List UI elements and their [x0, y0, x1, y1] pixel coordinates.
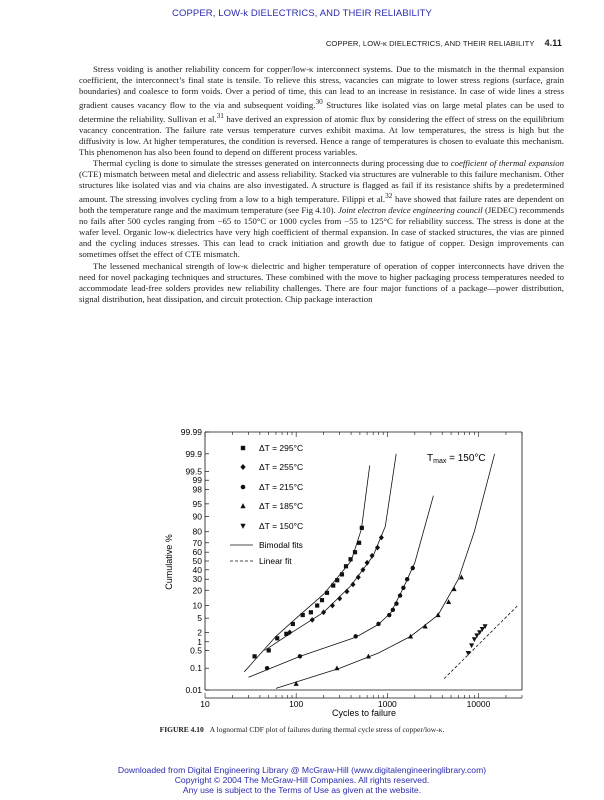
data-point-circle — [387, 613, 391, 617]
paragraph-text: Stress voiding is another reliability concern for copper/low-κ interconnect systems. Due to the mismatch in the thermal expansion coefficient, the interconnect’s final state is tensile. To relieve this stress, vacancies can migrate to lower stress regions (surface, grain boundaries) and coalesce to form voids. Over a period of time, this can lead to an increase in resistance. In case of wide lines a stress gradient causes vacancy flow to the via and subsequent voiding. — [79, 64, 564, 111]
paragraph-text: Structures like isolated vias on large metal plates can be used to determine the reliability. Sullivan et al. — [79, 100, 564, 124]
x-tick-label: 10 — [200, 699, 210, 709]
y-tick-label: 30 — [192, 574, 202, 585]
data-point-square — [357, 541, 361, 545]
data-point-square — [301, 613, 305, 617]
y-axis-title: Cumulative % — [164, 534, 174, 590]
data-point-diamond — [330, 603, 335, 609]
y-tick-label: 99 — [192, 475, 202, 486]
data-point-circle — [405, 577, 409, 581]
y-tick-label: 90 — [192, 511, 202, 522]
data-point-circle — [411, 566, 415, 570]
reference-30: 30 — [315, 98, 323, 107]
data-point-square — [320, 598, 324, 602]
footer-download-line[interactable]: Downloaded from Digital Engineering Library @ McGraw-Hill (www.digitalengineeringlibrary.com) — [117, 765, 487, 775]
legend-label: ΔT = 295°C — [259, 443, 304, 453]
paragraph-text: The lessened mechanical strength of low-κ dielectric and higher temperature of operation of copper interconnects have driven the need for novel packaging techniques and structures. These combined with the move to higher packaging process temperatures needed to accommodate lead-free solders provides new reliability challenges. There are four major functions of a package—power distribution, signal distribution, heat dissipation, and circuit protection. Chip package interaction — [79, 260, 564, 304]
footer-copyright-line: Copyright © 2004 The McGraw-Hill Companies. All rights reserved. — [174, 775, 430, 785]
data-point-circle — [376, 622, 380, 626]
data-point-triangle-up — [452, 586, 457, 591]
data-point-circle — [394, 601, 398, 605]
data-point-circle — [265, 666, 269, 670]
data-point-diamond — [337, 596, 342, 602]
data-point-diamond — [344, 589, 349, 595]
data-point-square — [344, 564, 348, 568]
legend-marker-triangle-up — [240, 503, 245, 508]
paragraph-text: have derived an expression of atomic flux by considering the effect of stress on the equilibrium vacancy concentration. The failure rate versus temperature curves exhibit maxima. At low temperatures, the stress is high but the diffusivity is low. At higher temperatures, the condition is reversed. Hence a range of temperatures is chosen to evaluate this mechanism. This phenomenon has also been found to depend on different process variables. — [79, 114, 564, 158]
data-point-square — [275, 636, 279, 640]
y-tick-label: 95 — [192, 498, 202, 509]
bimodal-fit-line — [244, 466, 369, 672]
legend-marker-triangle-down — [240, 524, 245, 529]
data-point-square — [315, 603, 319, 607]
data-point-triangle-up — [436, 612, 441, 617]
figure-label: FIGURE 4.10 — [159, 725, 204, 734]
tmax-annotation: $T_{max} = 150^\circ C$ — [427, 453, 486, 465]
legend-label: ΔT = 185°C — [259, 501, 304, 511]
download-banner-title: COPPER, LOW-k DIELECTRICS, AND THEIR RELIABILITY — [172, 8, 432, 19]
data-point-square — [309, 610, 313, 614]
data-point-square — [340, 572, 344, 576]
paragraph-text: (JEDEC) recommends no fails after 500 cycles ranging from −65 to 150°C or 1000 cycles from −55 to 125°C for reliability success. The stress is done at the wafer level. Organic low-κ dielectrics have very high coefficient of thermal expansion. In case of stacked structures, the vias are pinned and the cycling induces stresses. This can lead to crack initiation and growth due to fatigue of copper. Design improvements can sometimes offset the effect of CTE mismatch. — [79, 205, 564, 260]
x-tick-label: 1000 — [377, 699, 397, 709]
legend-marker-circle — [241, 485, 246, 490]
y-tick-label: 1 — [197, 636, 202, 647]
data-point-square — [291, 622, 295, 626]
y-tick-label: 40 — [192, 564, 202, 575]
y-tick-label: 99.9 — [185, 448, 202, 459]
running-head-title: COPPER, LOW-κ DIELECTRICS, AND THEIR RELIABILITY — [325, 39, 535, 48]
reference-31: 31 — [216, 112, 224, 121]
legend-label: Linear fit — [259, 556, 292, 566]
y-tick-label: 80 — [192, 526, 202, 537]
y-tick-label: 5 — [197, 613, 202, 624]
figure-caption — [0, 725, 604, 734]
data-point-circle — [401, 586, 405, 590]
data-point-circle — [398, 593, 402, 597]
data-point-square — [360, 526, 364, 530]
y-tick-label: 99.5 — [185, 466, 202, 477]
data-point-diamond — [356, 574, 361, 580]
data-point-triangle-down — [469, 643, 474, 648]
linear-fit-line — [444, 606, 518, 679]
data-point-square — [335, 578, 339, 582]
legend-label: ΔT = 255°C — [259, 462, 304, 472]
y-tick-label: 99.99 — [180, 427, 202, 437]
data-point-square — [253, 654, 257, 658]
paragraph-text: (CTE) mismatch between metal and dielectric and assess reliability. Stacked via structures are vulnerable to this failure mechanism. Other structures like isolated vias and via chains are also investigated. A structure is flagged as fail if its resistance shifts by a predetermined amount. The stressing involves cycling from a low to a high temperature. Filippi et al. — [79, 169, 564, 205]
legend-label: Bimodal fits — [259, 540, 303, 550]
paragraph-text: have showed that failure rates are dependent on both the temperature range and the maximum temperature (see Fig 4.10). — [79, 194, 564, 216]
y-tick-label: 70 — [192, 537, 202, 548]
data-point-diamond — [365, 560, 370, 566]
data-point-triangle-up — [334, 665, 339, 670]
y-tick-label: 2 — [197, 627, 202, 638]
term-cte: coefficient of thermal expansion — [450, 158, 564, 169]
data-point-triangle-down — [472, 637, 477, 642]
x-tick-label: 100 — [289, 699, 304, 709]
download-footer — [0, 765, 604, 795]
data-point-square — [267, 648, 271, 652]
reference-32: 32 — [385, 192, 393, 201]
page-number: 4.11 — [544, 38, 562, 48]
y-tick-label: 98 — [192, 484, 202, 495]
data-point-square — [331, 583, 335, 587]
figure-caption-text: A lognormal CDF plot of failures during thermal cycle stress of copper/low-κ. — [209, 725, 445, 734]
data-point-circle — [354, 634, 358, 638]
x-tick-label: 10000 — [466, 699, 491, 709]
y-tick-label: 50 — [192, 556, 202, 566]
legend-marker-square — [241, 446, 245, 450]
y-tick-label: 20 — [192, 585, 202, 596]
data-point-triangle-up — [408, 634, 413, 639]
paragraph-text: Thermal cycling is done to simulate the stresses generated on interconnects during processing due to — [93, 158, 451, 169]
y-tick-label: 60 — [192, 547, 202, 558]
legend-label: ΔT = 150°C — [259, 521, 304, 531]
term-jedec: Joint electron device engineering council — [337, 205, 483, 216]
data-point-circle — [391, 608, 395, 612]
y-tick-label: 0.1 — [190, 663, 202, 674]
data-point-diamond — [350, 582, 355, 588]
y-tick-label: 0.01 — [185, 685, 202, 695]
legend — [230, 443, 303, 566]
legend-label: ΔT = 215°C — [259, 482, 304, 492]
x-axis-title: Cycles to failure — [331, 708, 397, 718]
y-tick-label: 0.5 — [190, 645, 202, 656]
legend-marker-diamond — [240, 464, 245, 470]
data-point-square — [353, 550, 357, 554]
y-tick-label: 10 — [192, 600, 202, 611]
data-point-square — [325, 591, 329, 595]
data-point-square — [348, 557, 352, 561]
data-point-circle — [298, 654, 302, 658]
footer-terms-line[interactable]: Any use is subject to the Terms of Use as given at the website. — [182, 785, 422, 795]
